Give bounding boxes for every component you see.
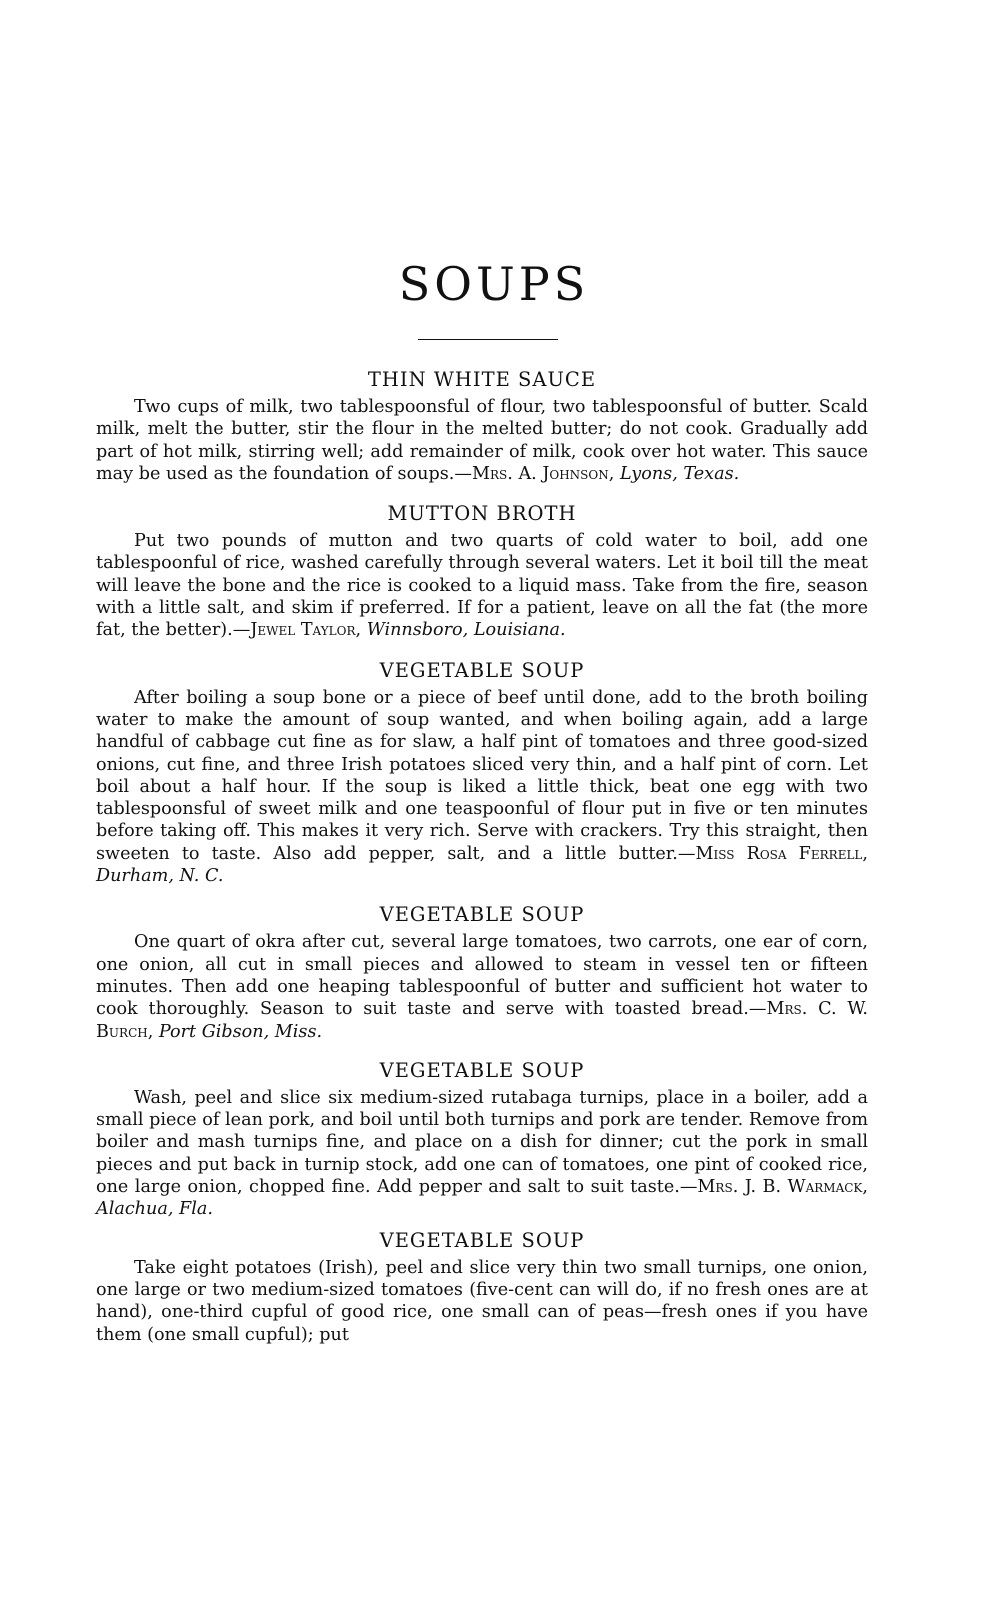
recipe-text — [96, 396, 868, 485]
recipe-title: VEGETABLE SOUP — [379, 1228, 585, 1252]
recipe-list — [96, 368, 868, 1346]
recipe-author: Jewel Taylor, — [250, 620, 362, 641]
spacer — [96, 485, 868, 502]
recipe-text — [96, 1087, 868, 1221]
recipe-text — [96, 687, 868, 888]
recipe-thin-white-sauce — [96, 368, 868, 485]
recipe-author: Mrs. C. W. Burch, — [96, 999, 868, 1042]
recipe-title: MUTTON BROTH — [387, 502, 577, 526]
recipe-text — [96, 1257, 868, 1346]
recipe-place: Lyons, Texas. — [619, 463, 740, 484]
recipe-title: VEGETABLE SOUP — [379, 903, 585, 927]
recipe-body: One quart of okra after cut, several large tomatoes, two carrots, one ear of corn, one onion, all cut in small pieces and allowed to steam in vessel ten or fifteen minutes. Then add one heaping tablespoonful of butter and sufficient hot water to cook thoroughly. Season to suit taste and serve with toasted bread.— — [96, 932, 868, 1020]
recipe-mutton-broth — [96, 502, 868, 641]
recipe-body: After boiling a soup bone or a piece of beef until done, add to the broth boiling water to make the amount of soup wanted, and when boiling again, add a large handful of cabbage cut fine as for slaw, a half pint of tomatoes and three good-sized onions, cut fine, and three Irish potatoes sliced very thin, and a half pint of corn. Let boil about a half hour. If the soup is liked a little thick, beat one egg with two tablespoonsful of sweet milk and one teaspoonful of flour put in five or ten minutes before taking off. This makes it very rich. Serve with crackers. Try this straight, then sweeten to taste. Also add pepper, salt, and a little butter.— — [96, 687, 868, 864]
recipe-place: Port Gibson, Miss. — [158, 1021, 323, 1042]
recipe-author: Miss Rosa Ferrell, — [695, 843, 868, 864]
recipe-body: Wash, peel and slice six medium-sized rutabaga turnips, place in a boiler, add a small piece of lean pork, and boil until both turnips and pork are tender. Remove from boiler and mash turnips fine, and place on a dish for dinner; cut the pork in small pieces and put back in turnip stock, add one can of tomatoes, one pint of cooked rice, one large onion, chopped fine. Add pepper and salt to suit taste.— — [96, 1087, 868, 1198]
recipe-text — [96, 530, 868, 641]
spacer — [96, 642, 868, 659]
recipe-author: Mrs. J. B. Warmack, — [697, 1177, 868, 1198]
page-title: SOUPS — [398, 257, 590, 311]
recipe-place: Durham, N. C. — [96, 866, 224, 887]
recipe-title: VEGETABLE SOUP — [379, 658, 585, 682]
recipe-vegetable-soup-2 — [96, 903, 868, 1042]
recipe-title: VEGETABLE SOUP — [379, 1058, 585, 1082]
recipe-place: Winnsboro, Louisiana. — [366, 620, 566, 641]
spacer — [96, 1043, 868, 1059]
recipe-text — [96, 931, 868, 1042]
recipe-vegetable-soup-3 — [96, 1059, 868, 1221]
recipe-author: Mrs. A. Johnson, — [471, 463, 615, 484]
recipe-place: Alachua, Fla. — [96, 1199, 213, 1220]
spacer — [96, 887, 868, 903]
recipe-body: Put two pounds of mutton and two quarts of cold water to boil, add one tablespoonful of rice, washed carefully through several waters. Let it boil till the meat will leave the bone and the rice is cooked to a liquid mass. Take from the fire, season with a little salt, and skim if preferred. If for a patient, leave on all the fat (the more fat, the better).— — [96, 531, 868, 641]
spacer — [96, 1221, 868, 1229]
recipe-body: Take eight potatoes (Irish), peel and slice very thin two small turnips, one onion, one large or two medium-sized tomatoes (five-cent can will do, if no fresh ones are at hand), one-third cupful of good rice, one small can of peas—fresh ones if you have them (one small cupful); put — [96, 1257, 868, 1345]
recipe-vegetable-soup-4 — [96, 1229, 868, 1346]
recipe-title: THIN WHITE SAUCE — [367, 368, 597, 391]
title-rule — [418, 339, 558, 340]
recipe-vegetable-soup-1 — [96, 659, 868, 888]
recipe-body: Two cups of milk, two tablespoonsful of flour, two tablespoonsful of butter. Scald milk, melt the butter, stir the flour in the melted butter; do not cook. Gradually add part of hot milk, stirring well; add remainder of milk, cook over hot water. This sauce may be used as the foundation of soups.— — [96, 397, 868, 484]
